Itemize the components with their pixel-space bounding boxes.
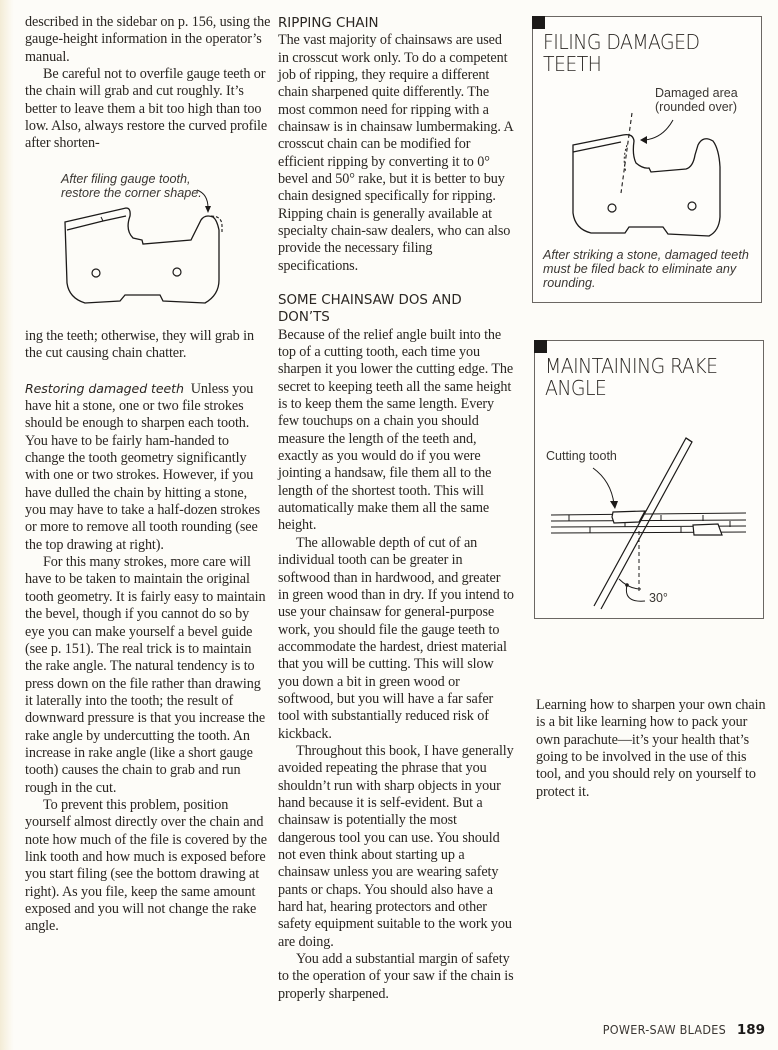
arrow-head xyxy=(640,136,647,144)
restored-corner-dashed xyxy=(211,216,222,234)
paragraph: described in the sidebar on p. 156, using the gauge-height information in the operator’s manual. xyxy=(25,14,271,65)
paragraph: Learning how to sharpen your own chain is a bit like learning how to pack your own parachute—it’s your health that’s going to be involved in the use of this tool, and you should rely on yourself to protect it. xyxy=(536,697,766,800)
damaged-area-label: Damaged area (rounded over) xyxy=(655,86,738,114)
arrow-head xyxy=(205,206,211,213)
section-heading: RIPPING CHAIN xyxy=(278,16,379,31)
page-number: 189 xyxy=(736,1022,765,1038)
angle-leader xyxy=(626,585,645,601)
left-column-top xyxy=(25,14,271,153)
paragraph: Restoring damaged teeth Unless you have hit a stone, one or two file strokes should be enough to sharpen each tooth. You have to be fairly ham-handed to change the tooth geometry significantly with one or two strokes. However, if you have dulled the chain by hitting a stone, you may have to take a half-dozen strokes or more to remove all tooth rounding (see the top drawing at right). xyxy=(25,380,261,553)
run-in-heading: Restoring damaged teeth xyxy=(25,380,184,396)
rivet-hole-right xyxy=(688,202,696,210)
arrow-curve xyxy=(645,120,673,140)
trailing-tooth-shape xyxy=(693,524,722,535)
section-heading: SOME CHAINSAW DOS AND DON’TS xyxy=(278,293,462,326)
figure-caption: After filing gauge tooth, restore the corner shape. xyxy=(61,172,202,201)
paragraph: You add a substantial margin of safety to the operation of your saw if the chain is properly sharpened. xyxy=(278,951,514,1002)
sidebar-caption: After striking a stone, damaged teeth must be filed back to eliminate any rounding. xyxy=(543,248,749,291)
paragraph: The allowable depth of cut of an individual tooth can be greater in softwood than in hardwood, and greater in green wood than in dry. If you intend to use your chainsaw for general-purpose work, you should file the gauge teeth to accommodate the hardest, driest material that you will be cutting. This will slow you down a bit in green wood or softwood, but you will have a far safer tool with substantially reduced risk of kickback. xyxy=(278,534,514,742)
angle-label: 30° xyxy=(649,591,668,605)
file-end xyxy=(686,438,692,442)
rake-angle-drawing xyxy=(535,341,763,618)
tooth-top-plate xyxy=(67,216,126,230)
arrow-head xyxy=(610,501,618,509)
file-outline xyxy=(594,438,692,609)
sidebar-title: FILING DAMAGED TEETH xyxy=(543,30,700,76)
tooth-outline xyxy=(65,208,219,303)
rivet-hole-right xyxy=(173,268,181,276)
gauge-tooth-figure xyxy=(25,168,265,313)
right-column xyxy=(536,697,768,801)
paragraph: Be careful not to overfile gauge teeth or the chain will grab and cut roughly. It’s better to leave them a bit too high than too low. Also, always restore the curved profile after shorten- xyxy=(25,66,268,152)
tooth-outline xyxy=(573,135,720,236)
left-column-bottom xyxy=(25,328,271,936)
paragraph: For this many strokes, more care will have to be taken to maintain the original tooth geometry. It is fairly easy to maintain the bevel, though if you cannot do so by eye you can make yourself a bevel guide (see p. 151). The real trick is to maintain the rake angle. The natural tendency is to press down on the file rather than drawing it laterally into the tooth; the result of downward pressure is that you increase the rake angle by undercutting the tooth. An increase in rake angle (like a short gauge tooth) causes the chain to grab and run rough in the cut. xyxy=(25,554,266,796)
tooth-arrow-curve xyxy=(593,468,614,504)
paragraph: To prevent this problem, position yourself almost directly over the chain and note how much of the file is covered by the link tooth and how much is exposed before you start filing (see the bottom drawing at right). As you file, keep the same amount exposed and you will not change the rake angle. xyxy=(25,796,267,935)
arrow-curve xyxy=(197,190,208,208)
sidebar-title: MAINTAINING RAKE ANGLE xyxy=(545,354,718,400)
middle-column xyxy=(278,15,514,1003)
paragraph: The vast majority of chainsaws are used in crosscut work only. To do a competent job of ripping, they require a different chain sharpened quite differently. The most common need for ripping with a chainsaw is in chainsaw lumbermaking. A crosscut chain can be modified for efficient ripping by converting it to 0° bevel and 50° rake, but it is better to buy chain designed specifically for ripping. Ripping chain is generally available at specialty chain-saw dealers, who can also provide the necessary filing specifications. xyxy=(278,32,513,274)
sidebar-maintaining-rake-angle xyxy=(534,340,764,619)
paragraph: Throughout this book, I have generally avoided repeating the phrase that you shouldn’t run with sharp objects in your hand because it is self-evident. But a chainsaw is potentially the most dangerous tool you can use. You should not even think about starting up a chainsaw unless you are wearing safety pants or chaps. You should also have a hard hat, hearing protectors and other safety equipment suitable to the work you are doing. xyxy=(278,742,514,950)
running-footer-section: POWER-SAW BLADES xyxy=(602,1023,726,1037)
rivet-hole-left xyxy=(608,204,616,212)
angle-arc xyxy=(619,579,641,589)
paragraph: Because of the relief angle built into the top of a cutting tooth, each time you sharpen it you lower the cutting edge. The secret to keeping teeth all the same height is to keep them the same length. Every few touchups on a chain you should measure the length of the teeth and, exactly as you would do if you were jointing a handsaw, file them all to the length of the shortest tooth. This will automatically make them all the same height. xyxy=(278,326,514,534)
paragraph: ing the teeth; otherwise, they will grab in the cut causing chain chatter. xyxy=(25,328,254,362)
page-gutter-shadow xyxy=(0,0,14,1050)
file-back-dashed-line xyxy=(621,113,632,193)
gauge-tooth-drawing xyxy=(25,168,265,313)
rivet-hole-left xyxy=(92,269,100,277)
sidebar-filing-damaged-teeth xyxy=(532,16,762,303)
cutting-tooth-label: Cutting tooth xyxy=(546,449,617,463)
